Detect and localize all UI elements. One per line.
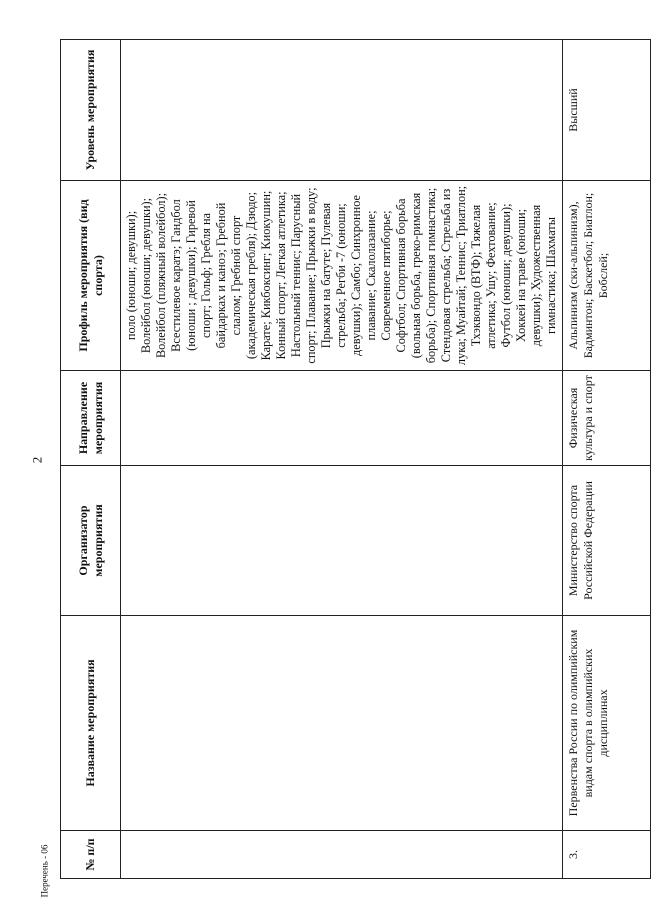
cell-profile-continued: поло (юноши; девушки); Волейбол (юноши; девушки); Волейбол (пляжный волейбол); Всестилевое каратэ; Гандбол (юноши ; девушки); Гиревой спорт; Гольф; Гребля на байдарках и каноэ; Гребной слалом; Гребной спорт (академическая гребля); Дзюдо; Карате; Кикбоксинг; Киокушин; Конный спорт; Легкая атлетика; Настольный теннис; Парусный спорт; Плавание; Прыжки в воду; Прыжки на батуте; Пулевая стрельба; Регби -7 (юноши; девушки); Самбо; Синхронное плавание; Скалолазание; Современное пятиборье; Софтбол; Спортивная борьба (вольная борьба, греко-римская борьба); Спортивная гимнастика; Стендовая стрельба; Стрельба из лука; Муайтай; Теннис; Триатлон; Тхэквондо (ВТФ); Тяжелая атлетика; Ушу; Фехтование; Футбол (юноши; девушки); Хоккей на траве (юноши; девушки); Художественная гимнастика; Шахматы: [121, 181, 563, 371]
cell-empty: [121, 466, 563, 616]
cell-num: 3.: [563, 831, 651, 879]
table-row: [563, 40, 651, 879]
cell-empty: [121, 40, 563, 181]
document-sheet: [60, 40, 610, 879]
header-organizer: Организатор мероприятия: [61, 466, 121, 616]
cell-name: Первенства России по олимпийским видам спорта в олимпийских дисциплинах: [563, 616, 651, 831]
cell-level: Высший: [563, 40, 651, 181]
header-direction: Направление мероприятия: [61, 371, 121, 466]
header-level: Уровень мероприятия: [61, 40, 121, 181]
cell-profile: Альпинизм (ски-альпинизм), Бадминтон; Баскетбол; Биатлон; Бобслей;: [563, 181, 651, 371]
header-profile: Профиль мероприятия (вид спорта): [61, 181, 121, 371]
cell-empty: [121, 616, 563, 831]
cell-direction: Физическая культура и спорт: [563, 371, 651, 466]
page-number: 2: [29, 456, 45, 464]
header-name: Название мероприятия: [61, 616, 121, 831]
table-header-row: [61, 40, 121, 879]
cell-empty: [121, 831, 563, 879]
footer-label: Перечень - 06: [39, 844, 50, 898]
events-table: [60, 39, 651, 879]
cell-organizer: Министерство спорта Российской Федерации: [563, 466, 651, 616]
cell-empty: [121, 371, 563, 466]
table-row-continued: [121, 40, 563, 879]
header-num: № п/п: [61, 831, 121, 879]
